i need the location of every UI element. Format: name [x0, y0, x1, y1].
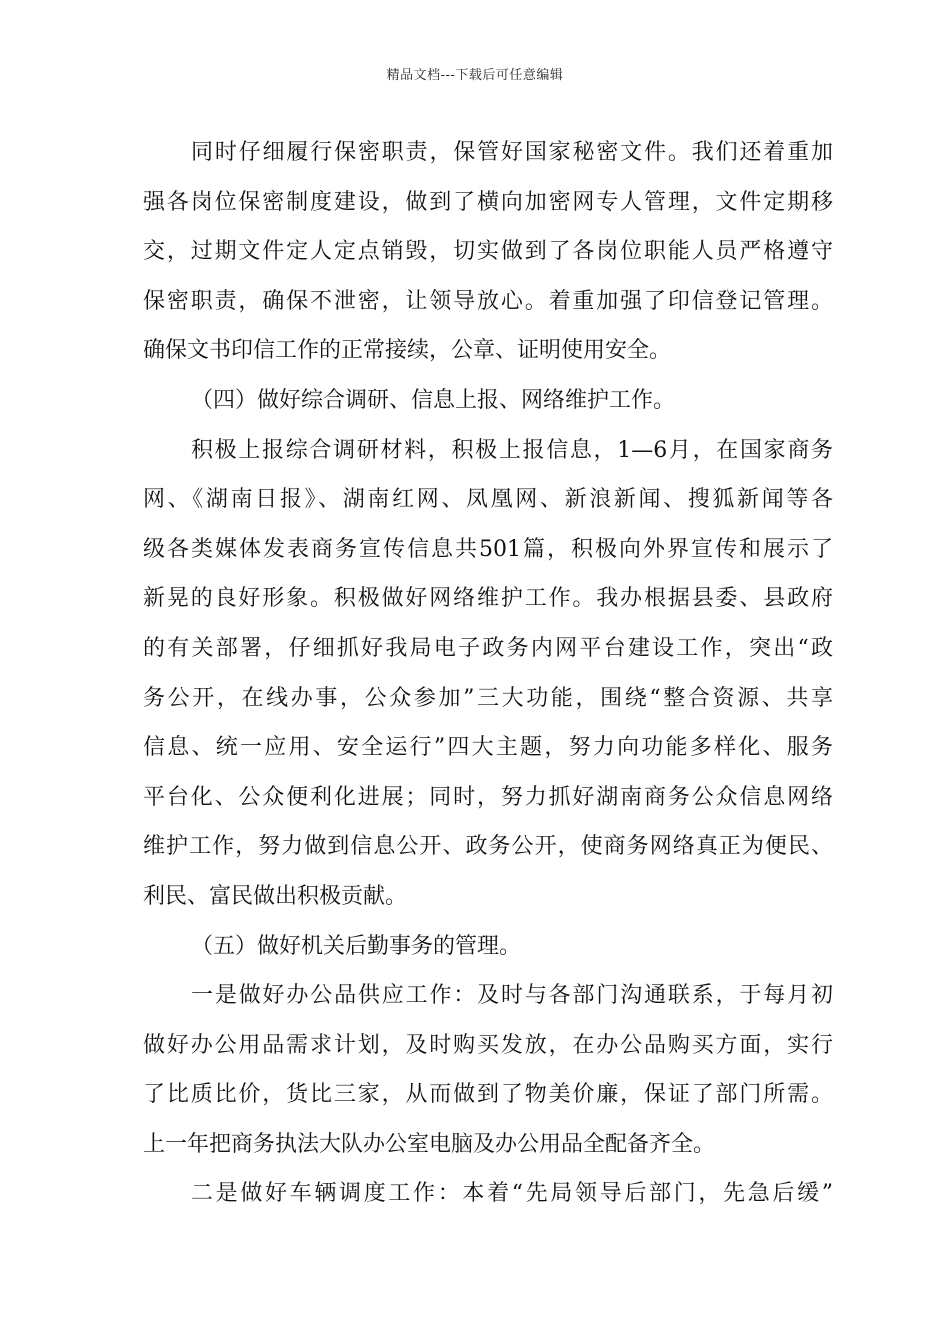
text-line: 一是做好办公品供应工作：及时与各部门沟通联系，于每月初: [191, 983, 833, 1009]
text-line: 上一年把商务执法大队办公室电脑及办公用品全配备齐全。: [143, 1131, 716, 1157]
document-body: [143, 128, 833, 1219]
text-line: 平台化、公众便利化进展；同时，努力抓好湖南商务公众信息网络: [143, 784, 833, 810]
section-heading: [143, 376, 833, 426]
text-line: 新晃的良好形象。积极做好网络维护工作。我办根据县委、县政府: [143, 586, 833, 612]
text-line: 交，过期文件定人定点销毁，切实做到了各岗位职能人员严格遵守: [143, 239, 833, 265]
paragraph: [143, 128, 833, 376]
text-line: （五）做好机关后勤事务的管理。: [191, 933, 522, 959]
text-line: 强各岗位保密制度建设，做到了横向加密网专人管理，文件定期移: [143, 189, 833, 215]
text-line: 务公开，在线办事，公众参加”三大功能，围绕“整合资源、共享: [143, 685, 833, 711]
text-line: 的有关部署，仔细抓好我局电子政务内网平台建设工作，突出“政: [143, 635, 833, 661]
text-line: 级各类媒体发表商务宣传信息共501篇，积极向外界宣传和展示了: [143, 536, 833, 562]
text-line: 网、《湖南日报》、湖南红网、凤凰网、新浪新闻、搜狐新闻等各: [143, 487, 833, 513]
text-line: （四）做好综合调研、信息上报、网络维护工作。: [191, 387, 676, 413]
text-line: 保密职责，确保不泄密，让领导放心。着重加强了印信登记管理。: [143, 288, 833, 314]
page-header: 精品文档---下载后可任意编辑: [386, 68, 564, 83]
text-line: 确保文书印信工作的正常接续，公章、证明使用安全。: [143, 338, 672, 364]
paragraph: [143, 971, 833, 1169]
text-line: 利民、富民做出积极贡献。: [143, 883, 408, 909]
text-line: 积极上报综合调研材料，积极上报信息，1—6月，在国家商务: [191, 437, 833, 463]
section-heading: [143, 922, 833, 972]
paragraph: [143, 426, 833, 922]
text-line: 维护工作，努力做到信息公开、政务公开，使商务网络真正为便民、: [143, 834, 833, 860]
text-line: 同时仔细履行保密职责，保管好国家秘密文件。我们还着重加: [191, 140, 833, 165]
text-line: 二是做好车辆调度工作：本着“先局领导后部门，先急后缓”: [191, 1181, 833, 1207]
paragraph: [143, 1169, 833, 1219]
text-line: 了比质比价，货比三家，从而做到了物美价廉，保证了部门所需。: [143, 1082, 833, 1108]
text-line: 做好办公用品需求计划，及时购买发放，在办公品购买方面，实行: [143, 1032, 833, 1058]
text-line: 信息、统一应用、安全运行”四大主题，努力向功能多样化、服务: [143, 735, 833, 761]
